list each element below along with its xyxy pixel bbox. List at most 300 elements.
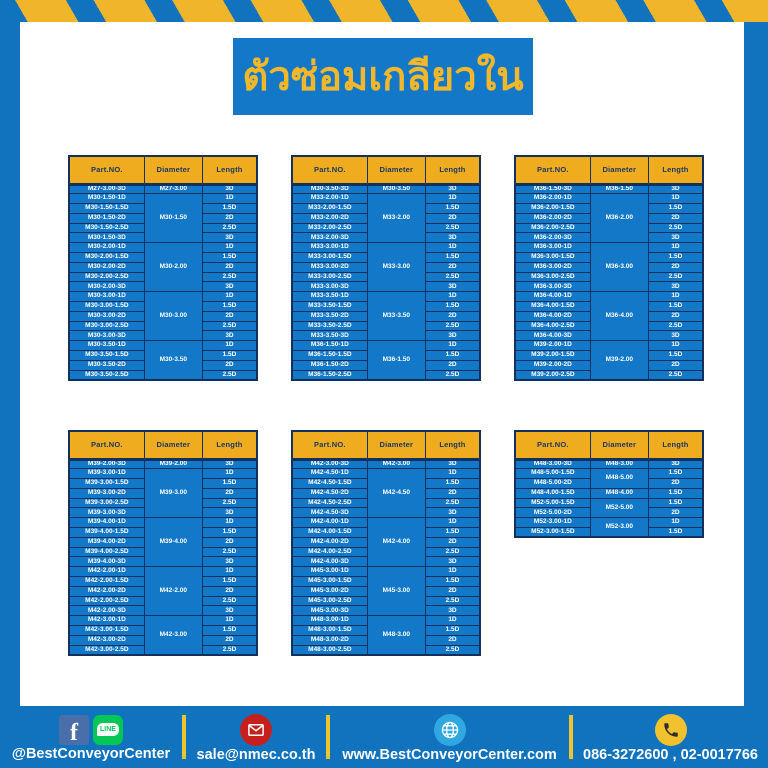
diameter-cell: M52-5.00: [590, 498, 648, 518]
header-row: [69, 431, 257, 459]
part-no-cell: M39-3.00-2D: [69, 488, 144, 498]
length-cell: 2.5D: [425, 645, 480, 655]
part-no-cell: M36-1.50-1D: [292, 341, 367, 351]
length-cell: 1.5D: [648, 204, 703, 214]
part-no-cell: M39-2.00-1.5D: [515, 351, 590, 361]
part-no-cell: M39-2.00-1D: [515, 341, 590, 351]
length-cell: 1.5D: [648, 488, 703, 498]
table-row: [69, 469, 257, 479]
footer-website-section: [330, 706, 569, 768]
length-cell: 1.5D: [425, 626, 480, 636]
part-no-cell: M36-3.00-3D: [515, 282, 590, 292]
footer-bar: [0, 706, 768, 768]
part-no-cell: M36-2.00-1.5D: [515, 204, 590, 214]
part-no-cell: M48-3.00-3D: [515, 459, 590, 469]
part-no-cell: M30-1.50-2D: [69, 213, 144, 223]
length-cell: 2.5D: [425, 370, 480, 380]
part-no-cell: M52-3.00-1.5D: [515, 528, 590, 538]
footer-email-section: [186, 706, 326, 768]
table-row: [515, 194, 703, 204]
table-row: [292, 518, 480, 528]
part-no-cell: M30-3.50-2D: [69, 360, 144, 370]
length-cell: 2D: [202, 586, 257, 596]
diameter-cell: M42-3.00: [367, 459, 425, 469]
part-no-cell: M30-3.50-2.5D: [69, 370, 144, 380]
column-header-partno: Part.NO.: [292, 156, 367, 184]
length-cell: 3D: [202, 557, 257, 567]
part-no-cell: M39-4.00-1.5D: [69, 528, 144, 538]
part-no-cell: M30-3.50-1D: [69, 341, 144, 351]
part-no-cell: M30-3.00-2.5D: [69, 321, 144, 331]
diameter-cell: M48-3.00: [590, 459, 648, 469]
part-no-cell: M30-2.00-1.5D: [69, 253, 144, 263]
part-no-cell: M36-4.00-3D: [515, 331, 590, 341]
length-cell: 2.5D: [425, 547, 480, 557]
part-no-cell: M30-1.50-1.5D: [69, 204, 144, 214]
part-no-cell: M42-4.50-1D: [292, 469, 367, 479]
table-row: [69, 194, 257, 204]
column-header-length: Length: [202, 431, 257, 459]
facebook-glyph: f: [70, 719, 78, 746]
length-cell: 2.5D: [648, 223, 703, 233]
diameter-cell: M39-2.00: [590, 341, 648, 380]
length-cell: 2D: [425, 213, 480, 223]
part-no-cell: M42-4.00-1.5D: [292, 528, 367, 538]
table-row: [69, 243, 257, 253]
facebook-icon: [59, 715, 89, 745]
part-no-cell: M33-3.00-2D: [292, 262, 367, 272]
length-cell: 1.5D: [202, 479, 257, 489]
spec-table-6: [514, 430, 704, 538]
part-no-cell: M42-4.00-3D: [292, 557, 367, 567]
part-no-cell: M42-4.50-2D: [292, 488, 367, 498]
part-no-cell: M33-3.50-2D: [292, 311, 367, 321]
part-no-cell: M42-2.00-2.5D: [69, 596, 144, 606]
length-cell: 1D: [202, 292, 257, 302]
diameter-cell: M33-3.50: [367, 292, 425, 341]
part-no-cell: M42-4.00-2D: [292, 537, 367, 547]
length-cell: 3D: [425, 508, 480, 518]
part-no-cell: M30-3.00-2D: [69, 311, 144, 321]
phone-icon: [655, 714, 687, 746]
diameter-cell: M27-3.00: [144, 184, 202, 194]
length-cell: 3D: [425, 331, 480, 341]
part-no-cell: M39-2.00-3D: [69, 459, 144, 469]
table-row: [69, 567, 257, 577]
length-cell: 1.5D: [202, 577, 257, 587]
part-no-cell: M30-1.50-2.5D: [69, 223, 144, 233]
globe-icon: [434, 714, 466, 746]
part-no-cell: M33-3.00-3D: [292, 282, 367, 292]
column-header-length: Length: [425, 156, 480, 184]
header-row: [69, 156, 257, 184]
part-no-cell: M48-5.00-2D: [515, 479, 590, 489]
part-no-cell: M48-3.00-2D: [292, 635, 367, 645]
length-cell: 1.5D: [648, 498, 703, 508]
header-row: [292, 156, 480, 184]
column-header-diameter: Diameter: [367, 156, 425, 184]
part-no-cell: M39-3.00-1D: [69, 469, 144, 479]
length-cell: 1.5D: [425, 351, 480, 361]
diameter-cell: M42-2.00: [144, 567, 202, 616]
column-header-diameter: Diameter: [144, 156, 202, 184]
length-cell: 2D: [202, 311, 257, 321]
length-cell: 2.5D: [202, 370, 257, 380]
length-cell: 3D: [202, 508, 257, 518]
header-row: [292, 431, 480, 459]
table-row: [69, 341, 257, 351]
length-cell: 1D: [425, 194, 480, 204]
length-cell: 2D: [425, 262, 480, 272]
page-title: [233, 38, 533, 115]
column-header-length: Length: [648, 431, 703, 459]
table-row: [515, 459, 703, 469]
length-cell: 2.5D: [425, 321, 480, 331]
diameter-cell: M33-3.00: [367, 243, 425, 292]
part-no-cell: M39-4.00-2D: [69, 537, 144, 547]
part-no-cell: M36-2.00-2D: [515, 213, 590, 223]
part-no-cell: M48-5.00-1.5D: [515, 469, 590, 479]
part-no-cell: M36-4.00-1D: [515, 292, 590, 302]
part-no-cell: M36-3.00-1.5D: [515, 253, 590, 263]
spec-table-5: [291, 430, 481, 656]
part-no-cell: M27-3.00-3D: [69, 184, 144, 194]
length-cell: 3D: [648, 331, 703, 341]
length-cell: 1.5D: [648, 302, 703, 312]
social-icons: [59, 715, 123, 745]
length-cell: 3D: [648, 233, 703, 243]
diameter-cell: M52-3.00: [590, 518, 648, 538]
length-cell: 2D: [648, 213, 703, 223]
part-no-cell: M42-4.50-1.5D: [292, 479, 367, 489]
spec-table-3: [514, 155, 704, 381]
length-cell: 1D: [425, 616, 480, 626]
part-no-cell: M39-4.00-3D: [69, 557, 144, 567]
part-no-cell: M42-4.00-2.5D: [292, 547, 367, 557]
diameter-cell: M39-4.00: [144, 518, 202, 567]
footer-phone-section: [573, 706, 768, 768]
length-cell: 2D: [425, 537, 480, 547]
column-header-partno: Part.NO.: [515, 156, 590, 184]
column-header-diameter: Diameter: [144, 431, 202, 459]
email-address: sale@nmec.co.th: [196, 746, 316, 763]
length-cell: 1.5D: [425, 528, 480, 538]
column-header-length: Length: [202, 156, 257, 184]
length-cell: 2.5D: [202, 498, 257, 508]
line-icon: [93, 715, 123, 745]
length-cell: 2D: [425, 635, 480, 645]
table-row: [515, 469, 703, 479]
part-no-cell: M36-3.00-1D: [515, 243, 590, 253]
part-no-cell: M30-2.00-1D: [69, 243, 144, 253]
diameter-cell: M48-3.00: [367, 616, 425, 655]
table-row: [69, 292, 257, 302]
table-row: [292, 243, 480, 253]
length-cell: 2.5D: [425, 596, 480, 606]
table-row: [515, 341, 703, 351]
facebook-handle: @BestConveyorCenter: [11, 745, 171, 762]
length-cell: 1D: [648, 243, 703, 253]
part-no-cell: M42-3.00-1.5D: [69, 626, 144, 636]
page-title-text: ตัวซ่อมเกลียวใน: [242, 54, 524, 99]
part-no-cell: M42-3.00-3D: [292, 459, 367, 469]
length-cell: 3D: [425, 459, 480, 469]
diameter-cell: M36-1.50: [590, 184, 648, 194]
column-header-partno: Part.NO.: [69, 156, 144, 184]
diameter-cell: M39-2.00: [144, 459, 202, 469]
part-no-cell: M42-4.00-1D: [292, 518, 367, 528]
part-no-cell: M36-4.00-2D: [515, 311, 590, 321]
length-cell: 1.5D: [648, 528, 703, 538]
length-cell: 2D: [425, 360, 480, 370]
part-no-cell: M36-1.50-3D: [515, 184, 590, 194]
length-cell: 1D: [648, 292, 703, 302]
table-row: [515, 292, 703, 302]
part-no-cell: M33-3.50-2.5D: [292, 321, 367, 331]
part-no-cell: M36-2.00-2.5D: [515, 223, 590, 233]
column-header-diameter: Diameter: [590, 431, 648, 459]
header-row: [515, 431, 703, 459]
part-no-cell: M39-3.00-1.5D: [69, 479, 144, 489]
part-no-cell: M30-3.00-3D: [69, 331, 144, 341]
table-row: [292, 616, 480, 626]
length-cell: 1.5D: [202, 302, 257, 312]
length-cell: 2.5D: [648, 370, 703, 380]
table-row: [292, 469, 480, 479]
length-cell: 1D: [425, 341, 480, 351]
part-no-cell: M30-3.00-1.5D: [69, 302, 144, 312]
length-cell: 2D: [202, 488, 257, 498]
length-cell: 2D: [202, 635, 257, 645]
length-cell: 2.5D: [648, 272, 703, 282]
part-no-cell: M33-3.50-3D: [292, 331, 367, 341]
part-no-cell: M30-3.50-3D: [292, 184, 367, 194]
length-cell: 2.5D: [202, 223, 257, 233]
email-icon: [240, 714, 272, 746]
length-cell: 3D: [202, 331, 257, 341]
length-cell: 2.5D: [425, 498, 480, 508]
length-cell: 3D: [648, 459, 703, 469]
part-no-cell: M33-2.00-1.5D: [292, 204, 367, 214]
column-header-diameter: Diameter: [590, 156, 648, 184]
column-header-diameter: Diameter: [367, 431, 425, 459]
table-row: [515, 243, 703, 253]
table-row: [69, 616, 257, 626]
length-cell: 2D: [425, 488, 480, 498]
part-no-cell: M30-2.00-3D: [69, 282, 144, 292]
diameter-cell: M30-2.00: [144, 243, 202, 292]
spec-table-1: [68, 155, 258, 381]
part-no-cell: M36-3.00-2.5D: [515, 272, 590, 282]
diameter-cell: M48-5.00: [590, 469, 648, 489]
length-cell: 3D: [648, 184, 703, 194]
line-glyph: LINE: [97, 723, 119, 736]
length-cell: 1D: [425, 292, 480, 302]
diameter-cell: M36-2.00: [590, 194, 648, 243]
table-row: [292, 567, 480, 577]
length-cell: 1.5D: [648, 469, 703, 479]
length-cell: 1D: [202, 469, 257, 479]
length-cell: 2D: [648, 508, 703, 518]
part-no-cell: M33-2.00-2.5D: [292, 223, 367, 233]
header-row: [515, 156, 703, 184]
length-cell: 1.5D: [425, 479, 480, 489]
part-no-cell: M42-3.00-1D: [69, 616, 144, 626]
diameter-cell: M42-4.00: [367, 518, 425, 567]
length-cell: 3D: [425, 606, 480, 616]
diameter-cell: M42-3.00: [144, 616, 202, 655]
length-cell: 2.5D: [425, 223, 480, 233]
part-no-cell: M36-4.00-2.5D: [515, 321, 590, 331]
length-cell: 2D: [202, 213, 257, 223]
table-row: [515, 488, 703, 498]
length-cell: 1D: [425, 469, 480, 479]
length-cell: 3D: [425, 184, 480, 194]
table-row: [515, 518, 703, 528]
table-row: [515, 184, 703, 194]
length-cell: 1.5D: [202, 253, 257, 263]
table-row: [292, 341, 480, 351]
column-header-length: Length: [425, 431, 480, 459]
column-header-partno: Part.NO.: [69, 431, 144, 459]
footer-social-section: [0, 706, 182, 768]
length-cell: 1.5D: [425, 253, 480, 263]
part-no-cell: M42-2.00-1D: [69, 567, 144, 577]
part-no-cell: M33-2.00-3D: [292, 233, 367, 243]
part-no-cell: M39-4.00-1D: [69, 518, 144, 528]
part-no-cell: M39-3.00-3D: [69, 508, 144, 518]
part-no-cell: M36-1.50-2D: [292, 360, 367, 370]
diameter-cell: M39-3.00: [144, 469, 202, 518]
length-cell: 1.5D: [425, 577, 480, 587]
diameter-cell: M30-3.50: [367, 184, 425, 194]
part-no-cell: M42-2.00-3D: [69, 606, 144, 616]
length-cell: 3D: [425, 233, 480, 243]
diameter-cell: M42-4.50: [367, 469, 425, 518]
length-cell: 3D: [648, 282, 703, 292]
length-cell: 3D: [202, 459, 257, 469]
length-cell: 1.5D: [202, 626, 257, 636]
length-cell: 2D: [648, 360, 703, 370]
column-header-length: Length: [648, 156, 703, 184]
length-cell: 1D: [648, 194, 703, 204]
table-row: [292, 292, 480, 302]
length-cell: 1D: [425, 518, 480, 528]
table-row: [515, 498, 703, 508]
part-no-cell: M42-3.00-2.5D: [69, 645, 144, 655]
spec-table-2: [291, 155, 481, 381]
diameter-cell: M36-4.00: [590, 292, 648, 341]
part-no-cell: M45-3.00-2D: [292, 586, 367, 596]
diameter-cell: M36-1.50: [367, 341, 425, 380]
part-no-cell: M42-4.50-2.5D: [292, 498, 367, 508]
length-cell: 1D: [202, 616, 257, 626]
part-no-cell: M52-5.00-1.5D: [515, 498, 590, 508]
length-cell: 1.5D: [648, 253, 703, 263]
length-cell: 2D: [425, 586, 480, 596]
length-cell: 2.5D: [202, 547, 257, 557]
length-cell: 1.5D: [425, 204, 480, 214]
part-no-cell: M33-2.00-2D: [292, 213, 367, 223]
column-header-partno: Part.NO.: [515, 431, 590, 459]
length-cell: 3D: [202, 282, 257, 292]
part-no-cell: M45-3.00-1D: [292, 567, 367, 577]
length-cell: 1D: [202, 341, 257, 351]
length-cell: 2.5D: [202, 596, 257, 606]
part-no-cell: M45-3.00-3D: [292, 606, 367, 616]
part-no-cell: M30-3.50-1.5D: [69, 351, 144, 361]
table-row: [69, 518, 257, 528]
hazard-stripe-bar: [0, 0, 768, 22]
length-cell: 2D: [648, 262, 703, 272]
part-no-cell: M30-2.00-2.5D: [69, 272, 144, 282]
part-no-cell: M42-3.00-2D: [69, 635, 144, 645]
length-cell: 2.5D: [202, 272, 257, 282]
part-no-cell: M48-4.00-1.5D: [515, 488, 590, 498]
part-no-cell: M42-4.50-3D: [292, 508, 367, 518]
part-no-cell: M33-3.00-1D: [292, 243, 367, 253]
part-no-cell: M52-5.00-2D: [515, 508, 590, 518]
length-cell: 3D: [202, 606, 257, 616]
part-no-cell: M33-3.00-1.5D: [292, 253, 367, 263]
length-cell: 1D: [648, 341, 703, 351]
part-no-cell: M36-2.00-3D: [515, 233, 590, 243]
table-row: [69, 459, 257, 469]
length-cell: 2D: [202, 262, 257, 272]
part-no-cell: M39-4.00-2.5D: [69, 547, 144, 557]
length-cell: 1.5D: [202, 528, 257, 538]
part-no-cell: M36-2.00-1D: [515, 194, 590, 204]
part-no-cell: M52-3.00-1D: [515, 518, 590, 528]
length-cell: 1D: [202, 194, 257, 204]
part-no-cell: M48-3.00-2.5D: [292, 645, 367, 655]
length-cell: 3D: [202, 233, 257, 243]
length-cell: 1D: [202, 567, 257, 577]
right-border: [744, 0, 768, 768]
length-cell: 1D: [648, 518, 703, 528]
diameter-cell: M48-4.00: [590, 488, 648, 498]
part-no-cell: M30-1.50-3D: [69, 233, 144, 243]
diameter-cell: M36-3.00: [590, 243, 648, 292]
part-no-cell: M48-3.00-1.5D: [292, 626, 367, 636]
length-cell: 1D: [425, 243, 480, 253]
length-cell: 1D: [425, 567, 480, 577]
diameter-cell: M33-2.00: [367, 194, 425, 243]
table-row: [292, 459, 480, 469]
length-cell: 1.5D: [425, 302, 480, 312]
length-cell: 3D: [425, 282, 480, 292]
diameter-cell: M30-1.50: [144, 194, 202, 243]
part-no-cell: M42-2.00-2D: [69, 586, 144, 596]
length-cell: 2D: [202, 537, 257, 547]
diameter-cell: M45-3.00: [367, 567, 425, 616]
part-no-cell: M45-3.00-1.5D: [292, 577, 367, 587]
length-cell: 2D: [202, 360, 257, 370]
part-no-cell: M30-1.50-1D: [69, 194, 144, 204]
length-cell: 3D: [202, 184, 257, 194]
part-no-cell: M36-4.00-1.5D: [515, 302, 590, 312]
table-row: [292, 184, 480, 194]
length-cell: 2D: [425, 311, 480, 321]
part-no-cell: M45-3.00-2.5D: [292, 596, 367, 606]
length-cell: 1.5D: [202, 204, 257, 214]
spec-table-4: [68, 430, 258, 656]
diameter-cell: M30-3.50: [144, 341, 202, 380]
length-cell: 1.5D: [648, 351, 703, 361]
part-no-cell: M36-1.50-1.5D: [292, 351, 367, 361]
table-row: [292, 194, 480, 204]
length-cell: 2.5D: [425, 272, 480, 282]
